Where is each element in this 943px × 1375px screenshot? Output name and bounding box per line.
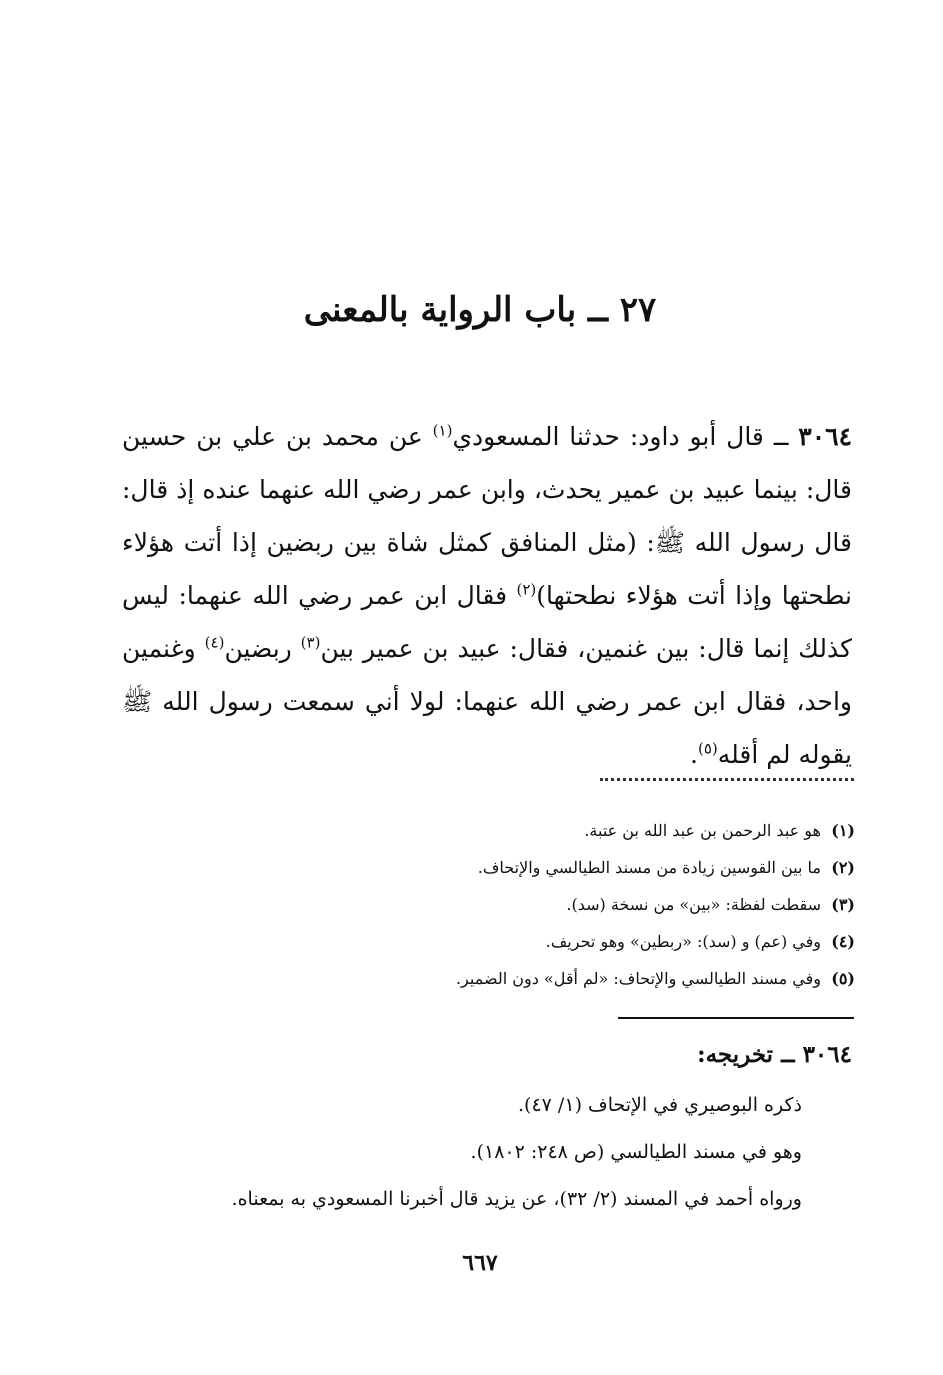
takhrij-line: ورواه أحمد في المسند (٢/ ٣٢)، عن يزيد قال أخبرنا المسعودي به بمعناه. xyxy=(231,1188,802,1210)
footnote-ref-2: (٢) xyxy=(516,580,537,599)
footnote-ref-5: (٥) xyxy=(697,739,718,758)
hadith-text-part: . xyxy=(690,740,698,769)
footnote xyxy=(300,886,855,923)
hadith-text-part: ربضين xyxy=(224,634,301,663)
footnote-ref-4: (٤) xyxy=(204,633,225,652)
footnote xyxy=(300,849,855,886)
footnote-number: (١) xyxy=(831,821,855,840)
footnote-number: (٥) xyxy=(831,969,855,988)
footnote-ref-1: (١) xyxy=(432,421,453,440)
footnote-text: هو عبد الرحمن بن عبد الله بن عتبة. xyxy=(584,821,821,840)
footnote-text: ما بين القوسين زيادة من مسند الطيالسي والإتحاف. xyxy=(477,858,821,877)
footnote xyxy=(300,960,855,997)
takhrij-list xyxy=(120,1082,802,1223)
takhrij-title: ٣٠٦٤ ــ تخريجه: xyxy=(697,1041,852,1068)
footnote xyxy=(300,812,855,849)
hadith-text-part: وغنمين واحد، فقال ابن عمر رضي الله عنهما: لولا أني سمعت رسول الله ﷺ يقوله لم أقله xyxy=(122,634,852,769)
footnotes-list xyxy=(300,812,855,997)
hadith-text-part: عن محمد بن علي بن حسين قال: بينما عبيد بن عمير يحدث، وابن عمر رضي الله عنهما عنده إذ قال: قال رسول الله ﷺ: (مثل المنافق كمثل شاة بين ربضين إذا أتت هؤلاء نطحتها وإذا أتت هؤلاء نطحتها) xyxy=(122,422,853,610)
footnote-text: وفي (عم) و (سد): «ربطين» وهو تحريف. xyxy=(545,932,821,951)
chapter-title: ٢٧ ــ باب الرواية بالمعنى xyxy=(303,290,657,330)
footnote-number: (٢) xyxy=(831,858,855,877)
footnote-number: (٤) xyxy=(831,932,855,951)
page-number: ٦٦٧ xyxy=(462,1250,498,1276)
takhrij-line: ذكره البوصيري في الإتحاف (١/ ٤٧). xyxy=(518,1094,802,1116)
hadith-number: ٣٠٦٤ xyxy=(798,422,853,451)
hadith-text-part: فقال ابن عمر رضي الله عنهما: ليس كذلك إنما قال: بين غنمين، فقال: عبيد بن عمير بين xyxy=(122,581,852,663)
takhrij-line: وهو في مسند الطيالسي (ص ٢٤٨: ١٨٠٢). xyxy=(470,1141,802,1163)
section-rule xyxy=(618,1017,854,1019)
footnote-text: وفي مسند الطيالسي والإتحاف: «لم أقل» دون الضمير. xyxy=(455,969,821,988)
footnote-number: (٣) xyxy=(831,895,855,914)
hadith-text-part: ــ قال أبو داود: حدثنا المسعودي xyxy=(452,422,799,451)
hadith-text xyxy=(122,410,852,781)
footnote-ref-3: (٣) xyxy=(300,633,321,652)
footnote-text: سقطت لفظة: «بين» من نسخة (سد). xyxy=(566,895,821,914)
footnote-separator xyxy=(600,778,854,781)
footnote xyxy=(300,923,855,960)
